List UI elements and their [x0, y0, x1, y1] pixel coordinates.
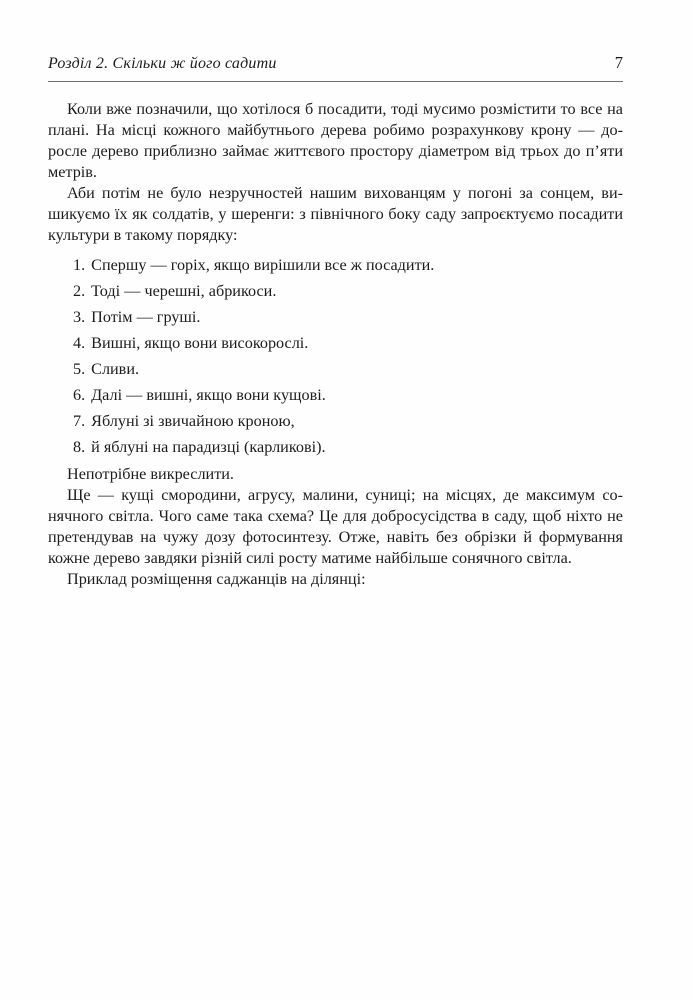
list-item-number: 7.: [73, 412, 86, 430]
list-item-number: 6.: [73, 386, 86, 404]
paragraph-plan: Коли вже позначили, що хотілося б посадити, тоді мусимо розмістити то все на плані. На місці кожного майбутнього дерева робимо розрахункову крону — доросле дерево приблизно займає життєвого простору діаметром від трьох до п’яти метрів.: [48, 100, 623, 181]
paragraph-bushes: Ще — кущі смородини, агрусу, малини, суниці; на місцях, де максимум сонячного світла. Чого саме така схема? Це для добросусідства в саду, щоб ніхто не претендував на чужу дозу фотосинтезу. Отже, навіть без обрізки й формування кожне дерево завдяки різній силі росту матиме найбільше сонячного світла.: [48, 486, 623, 567]
list-item: [48, 382, 623, 408]
list-item-number: 5.: [73, 360, 86, 378]
list-item-number: 1.: [73, 256, 86, 274]
list-item: [48, 408, 623, 434]
paragraph-example: Приклад розміщення саджанців на ділянці:: [67, 570, 366, 588]
chapter-title: Розділ 2. Скільки ж його садити: [48, 55, 277, 72]
list-item: [48, 304, 623, 330]
list-item-text: Далі — вишні, якщо вони кущові.: [91, 386, 326, 404]
list-item-text: Яблуні зі звичайною кроною,: [91, 412, 295, 430]
running-header: [48, 54, 623, 82]
list-item-text: Спершу — горіх, якщо вирішили все ж посадити.: [91, 256, 435, 274]
list-item-text: Тоді — черешні, абрикоси.: [91, 282, 277, 300]
paragraph-note: Непотрібне викреслити.: [67, 465, 234, 483]
planting-order-list: [48, 252, 623, 460]
list-item: [48, 434, 623, 460]
list-item: [48, 356, 623, 382]
list-item-number: 8.: [73, 438, 86, 456]
list-item: [48, 252, 623, 278]
list-item-number: 4.: [73, 334, 86, 352]
list-item: [48, 330, 623, 356]
paragraph-rows: Аби потім не було незручностей нашим вихованцям у погоні за сонцем, вишикуємо їх як солдатів, у шеренги: з північного боку саду запроєктуємо посадити культури в такому порядку:: [48, 184, 623, 244]
list-item-number: 2.: [73, 282, 86, 300]
list-item-text: Вишні, якщо вони високорослі.: [91, 334, 309, 352]
list-item-text: Потім — груші.: [91, 308, 201, 326]
list-item-number: 3.: [73, 308, 86, 326]
list-item-text: й яблуні на парадизці (карликові).: [91, 438, 326, 456]
list-item: [48, 278, 623, 304]
page-number: 7: [614, 53, 623, 72]
page-body: [48, 99, 623, 590]
list-item-text: Сливи.: [91, 360, 140, 378]
